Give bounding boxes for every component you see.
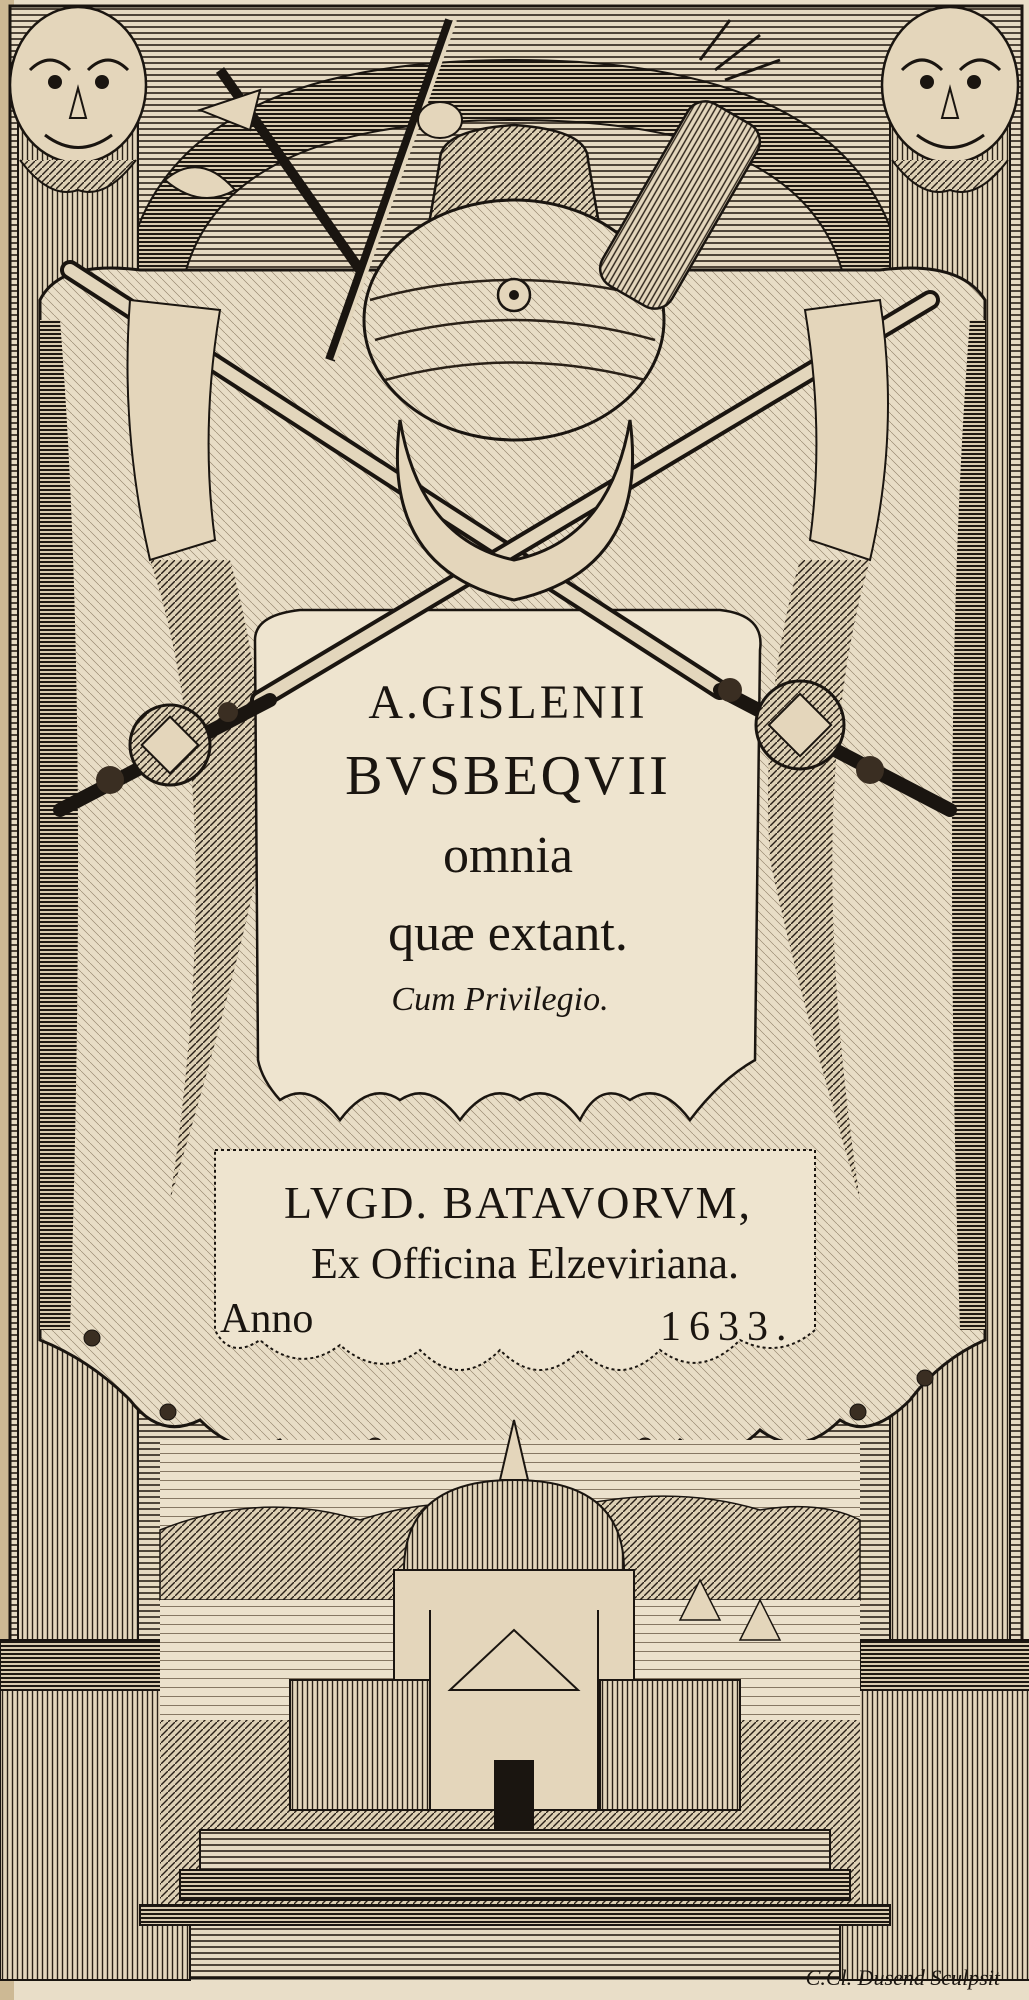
author-line-2: BVSBEQVII	[345, 745, 671, 807]
engraver-signature: C.Cl. Dusend Sculpsit	[805, 1965, 1000, 1990]
title-line-1: omnia	[443, 827, 573, 884]
right-mask	[882, 7, 1018, 192]
imprint-year: 1633.	[660, 1304, 795, 1350]
temple-vignette	[160, 1420, 860, 1910]
imprint-year-label: Anno	[220, 1296, 314, 1342]
author-line-1: A.GISLENII	[368, 676, 648, 729]
privilege-line: Cum Privilegio.	[391, 981, 609, 1018]
title-line-2: quæ extant.	[388, 905, 628, 962]
imprint-printer: Ex Officina Elzeviriana.	[311, 1239, 739, 1288]
base-molding	[140, 1905, 890, 1925]
imprint-place: LVGD. BATAVORVM,	[283, 1177, 753, 1228]
hanging-cloth-right	[805, 300, 888, 560]
left-mask	[10, 7, 146, 192]
hanging-cloth-left	[128, 300, 221, 560]
